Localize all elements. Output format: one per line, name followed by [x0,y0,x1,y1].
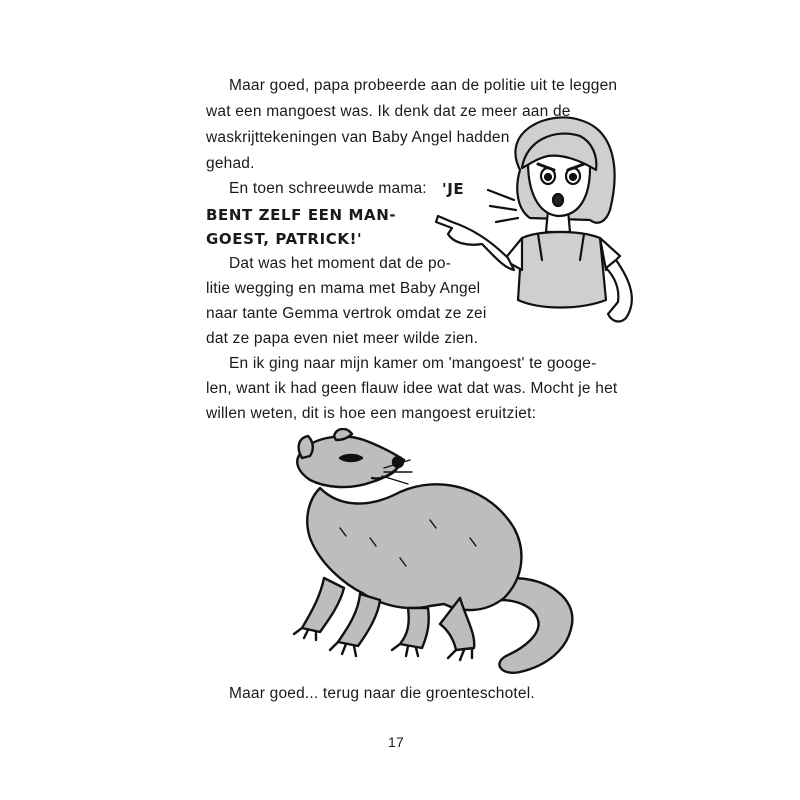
shout-text: BENT ZELF EEN MAN- [206,206,397,224]
text-line: wat een mangoest was. Ik denk dat ze meer aan de [206,103,571,120]
text-line: litie wegging en mama met Baby Angel [206,280,481,297]
shout-text: GOEST, PATRICK!' [206,230,363,248]
text-line: naar tante Gemma vertrok omdat ze zei [206,305,487,322]
text-line: waskrijttekeningen van Baby Angel hadden [206,129,510,146]
text-line: En toen schreeuwde mama: [229,180,427,197]
text-line: Maar goed... terug naar die groenteschotel. [229,685,535,702]
text-line: willen weten, dit is hoe een mangoest eruitziet: [206,405,537,422]
text-line: Maar goed, papa probeerde aan de politie uit te leggen [229,77,618,94]
text-line: dat ze papa even niet meer wilde zien. [206,330,479,347]
shout-text: 'JE [442,180,465,198]
text-line: En ik ging naar mijn kamer om 'mangoest' te googe- [229,355,597,372]
angry-mother-illustration [430,110,650,340]
mongoose-illustration [280,428,585,678]
text-line: gehad. [206,155,255,172]
page-number: 17 [388,734,404,750]
text-line: len, want ik had geen flauw idee wat dat was. Mocht je het [206,380,618,397]
text-line: Dat was het moment dat de po- [229,255,452,272]
